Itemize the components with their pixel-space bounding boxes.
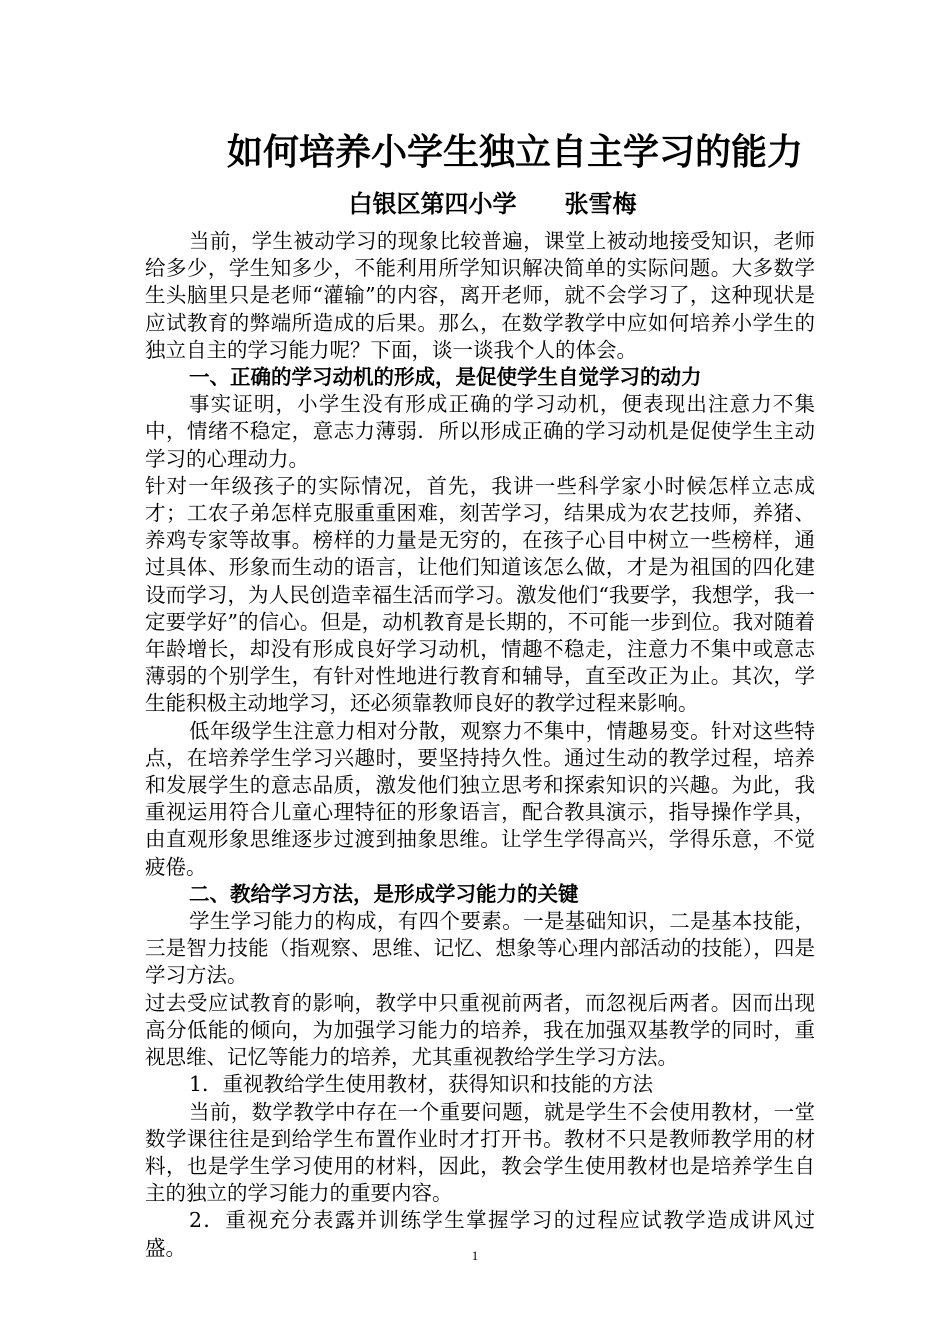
paragraph: 事实证明，小学生没有形成正确的学习动机，便表现出注意力不集中，情绪不稳定，意志力薄弱．所以形成正确的学习动机是促使学生主动学习的心理动力。 <box>145 392 815 471</box>
page-number: 1 <box>471 1248 479 1263</box>
paragraph: 针对一年级孩子的实际情况，首先，我讲一些科学家小时候怎样立志成才；工农子弟怎样克服重重困难，刻苦学习，结果成为农艺技师，养猪、养鸡专家等故事。榜样的力量是无穷的，在孩子心目中树立一些榜样，通过具体、形象而生动的语言，让他们知道该怎么做，才是为祖国的四化建设而学习，为人民创造幸福生活而学习。激发他们“我要学，我想学，我一定要学好”的信心。但是，动机教育是长期的，不可能一步到位。我对随着年龄增长，却没有形成良好学习动机，情趣不稳走，注意力不集中或意志薄弱的个别学生，有针对性地进行教育和辅导，直至改正为止。其次，学生能积极主动地学习，还必须靠教师良好的教学过程来影响。 <box>145 473 815 716</box>
document-page <box>145 126 815 1262</box>
author-line: 白银区第四小学 张雪梅 <box>348 189 637 218</box>
paragraph: 过去受应试教育的影响，教学中只重视前两者，而忽视后两者。因而出现高分低能的倾向，为加强学习能力的培养，我在加强双基教学的同时，重视思维、记忆等能力的培养，尤其重视教给学生学习方法。 <box>145 990 815 1070</box>
paragraph: 低年级学生注意力相对分散，观察力不集中，情趣易变。针对这些特点，在培养学生学习兴趣时，要坚持持久性。通过生动的教学过程，培养和发展学生的意志品质，激发他们独立思考和探索知识的兴趣。为此，我重视运用符合儿童心理特征的形象语言，配合教具演示，指导操作学具，由直观形象思维逐步过渡到抽象思维。让学生学得高兴，学得乐意，不觉疲倦。 <box>145 718 815 879</box>
subsection-heading-1: 1．重视教给学生使用教材，获得知识和技能的方法 <box>189 1072 654 1097</box>
section-heading-1: 一、正确的学习动机的形成，是促使学生自觉学习的动力 <box>189 365 702 390</box>
subsection-heading-2: 2．重视充分表露并训练学生掌握学习的过程应试教学造成讲风过盛。 <box>145 1208 815 1260</box>
paragraph: 学生学习能力的构成，有四个要素。一是基础知识，二是基本技能，三是智力技能（指观察、思维、记忆、想象等心理内部活动的技能），四是学习方法。 <box>145 909 815 988</box>
document-title: 如何培养小学生独立自主学习的能力 <box>226 131 803 173</box>
paragraph-intro: 当前，学生被动学习的现象比较普遍，课堂上被动地接受知识，老师给多少，学生知多少，不能利用所学知识解决简单的实际问题。大多数学生头脑里只是老师“灌输”的内容，离开老师，就不会学习了，这种现状是应试教育的弊端所造成的后果。那么，在数学教学中应如何培养小学生的独立自主的学习能力呢？下面，谈一谈我个人的体会。 <box>145 229 815 362</box>
paragraph: 当前，数学教学中存在一个重要问题，就是学生不会使用教材，一堂数学课往往是到给学生布置作业时才打开书。教材不只是教师教学用的材料，也是学生学习使用的材料，因此，教会学生使用教材也是培养学生自主的独立的学习能力的重要内容。 <box>145 1099 815 1206</box>
section-heading-2: 二、教给学习方法，是形成学习能力的关键 <box>189 881 579 906</box>
